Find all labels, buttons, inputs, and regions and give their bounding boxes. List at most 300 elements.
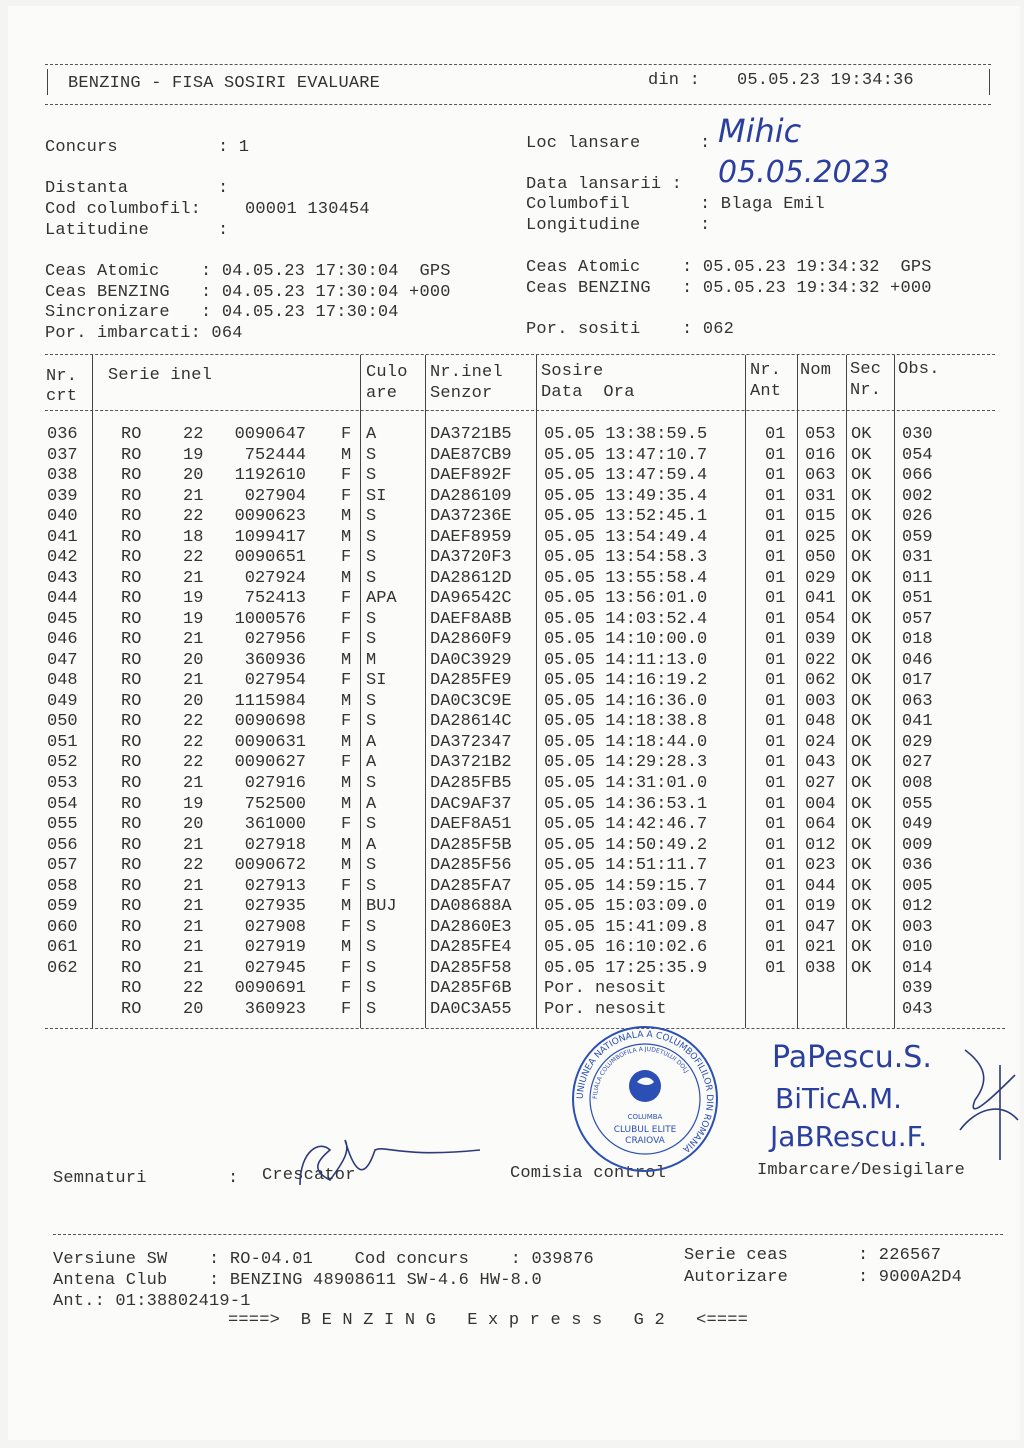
cell-sensor: DA285FB5 [430, 774, 512, 793]
ceas-benzing-start: Ceas BENZING : 04.05.23 17:30:04 +000 [45, 283, 451, 302]
table-row [0, 548, 1024, 569]
cell-year: 19 [183, 445, 204, 465]
cell-sex: F [341, 589, 352, 609]
cell-obs: 043 [902, 999, 933, 1019]
cell-nr-crt: 053 [47, 774, 78, 793]
table-row [0, 466, 1024, 487]
cell-color: S [366, 876, 377, 896]
cell-year: 20 [183, 815, 204, 835]
cell-nom: 029 [805, 568, 836, 588]
cell-antenna: 01 [765, 958, 786, 978]
cell-year: 22 [183, 507, 204, 527]
cell-ring-number: 1099417 [234, 527, 306, 547]
cell-year: 21 [183, 630, 204, 650]
cell-arrival: 05.05 15:41:09.8 [544, 917, 708, 937]
cell-nr-crt: 050 [47, 712, 78, 732]
cell-sec: OK [851, 835, 872, 855]
header-culoare: Culo [366, 363, 408, 382]
footer-versiune: Versiune SW : RO-04.01 Cod concurs : 039876 [53, 1250, 594, 1269]
cell-obs: 054 [902, 445, 933, 465]
cell-nr-crt: 042 [47, 548, 78, 568]
table-header-rule [45, 410, 995, 411]
table-row [0, 774, 1024, 795]
cell-antenna: 01 [765, 486, 786, 506]
cell-sensor: DA285F58 [430, 958, 512, 978]
table-row [0, 651, 1024, 672]
cell-country: RO [121, 548, 142, 568]
cell-obs: 014 [902, 958, 933, 978]
cell-ring-number: 360923 [244, 999, 306, 1019]
cell-arrival: 05.05 13:47:59.4 [544, 466, 708, 486]
cell-sensor: DA0C3C9E [430, 691, 512, 711]
cell-year: 21 [183, 671, 204, 691]
cell-country: RO [121, 589, 142, 609]
cell-country: RO [121, 732, 142, 752]
footer-express: ====> B E N Z I N G E x p r e s s G 2 <==== [228, 1311, 749, 1330]
cell-sec: OK [851, 650, 872, 670]
signature-name-2: BiTicA.M. [775, 1082, 903, 1115]
cell-sex: F [341, 917, 352, 937]
cell-sensor: DA08688A [430, 897, 512, 917]
cell-ring-number: 361000 [244, 815, 306, 835]
footer-ant: Ant.: 01:38802419-1 [53, 1292, 251, 1311]
cell-sec: OK [851, 507, 872, 527]
table-row [0, 487, 1024, 508]
columbofil-label: Columbofil [526, 195, 631, 214]
cell-arrival: 05.05 13:47:10.7 [544, 445, 708, 465]
cell-nom: 027 [805, 774, 836, 793]
table-row [0, 836, 1024, 857]
cell-nom: 024 [805, 732, 836, 752]
cell-year: 21 [183, 917, 204, 937]
table-row [0, 569, 1024, 590]
cell-sec: OK [851, 876, 872, 896]
cell-sex: F [341, 466, 352, 486]
cell-year: 19 [183, 589, 204, 609]
cell-nr-crt: 059 [47, 897, 78, 917]
cell-country: RO [121, 897, 142, 917]
cell-country: RO [121, 753, 142, 773]
latitudine-value: : [218, 221, 229, 240]
cell-sec: OK [851, 794, 872, 814]
cell-ring-number: 027924 [244, 568, 306, 588]
cell-nr-crt: 062 [47, 958, 78, 978]
cell-color: S [366, 958, 377, 978]
footer-antena: Antena Club : BENZING 48908611 SW-4.6 HW-8.0 [53, 1271, 542, 1290]
club-stamp [570, 1024, 720, 1174]
cell-obs: 011 [902, 568, 933, 588]
header-obs: Obs. [898, 360, 940, 379]
cell-sensor: DA285F56 [430, 856, 512, 876]
header-left-edge [47, 69, 48, 95]
cell-color: A [366, 794, 377, 814]
cell-nr-crt: 045 [47, 609, 78, 629]
cell-year: 20 [183, 466, 204, 486]
table-row [0, 610, 1024, 631]
cell-arrival: 05.05 14:18:44.0 [544, 732, 708, 752]
cell-country: RO [121, 917, 142, 937]
stamp-center-text: COLUMBA [627, 1113, 663, 1121]
cell-ring-number: 752500 [244, 794, 306, 814]
cell-antenna: 01 [765, 630, 786, 650]
ceas-benzing-end: Ceas BENZING : 05.05.23 19:34:32 +000 [526, 279, 932, 298]
cell-country: RO [121, 425, 142, 444]
table-row [0, 589, 1024, 610]
stamp-inner-ring-text: FILIALA COLUMBOFILA A JUDETULUI DOLJ [591, 1045, 690, 1100]
cell-obs: 026 [902, 507, 933, 527]
cod-columbofil-value: 00001 130454 [245, 200, 370, 219]
header-nom: Nom [800, 361, 832, 380]
table-row [0, 877, 1024, 898]
cell-ring-number: 027919 [244, 938, 306, 958]
cell-arrival: 05.05 16:10:02.6 [544, 938, 708, 958]
cell-arrival: Por. nesosit [544, 999, 667, 1019]
cell-arrival: 05.05 14:18:38.8 [544, 712, 708, 732]
table-row [0, 630, 1024, 651]
cell-nom: 048 [805, 712, 836, 732]
cell-arrival: 05.05 13:54:58.3 [544, 548, 708, 568]
cell-color: A [366, 425, 377, 444]
cell-obs: 017 [902, 671, 933, 691]
cell-antenna: 01 [765, 876, 786, 896]
table-top-rule [45, 354, 995, 355]
cell-nom: 041 [805, 589, 836, 609]
sincronizare: Sincronizare : 04.05.23 17:30:04 [45, 303, 399, 322]
cell-year: 21 [183, 568, 204, 588]
cell-ring-number: 0090631 [234, 732, 306, 752]
loc-lansare-colon: : [700, 134, 711, 153]
cell-year: 21 [183, 958, 204, 978]
signature-name-3: JaBRescu.F. [770, 1120, 928, 1153]
cell-obs: 059 [902, 527, 933, 547]
cell-obs: 003 [902, 917, 933, 937]
cell-sensor: DAEF8959 [430, 527, 512, 547]
longitudine-value: : [700, 216, 711, 235]
cod-columbofil-label: Cod columbofil: [45, 200, 202, 219]
cell-year: 19 [183, 794, 204, 814]
cell-ring-number: 752413 [244, 589, 306, 609]
cell-ring-number: 027904 [244, 486, 306, 506]
cell-color: S [366, 712, 377, 732]
cell-obs: 066 [902, 466, 933, 486]
cell-country: RO [121, 876, 142, 896]
cell-nom: 015 [805, 507, 836, 527]
cell-year: 20 [183, 691, 204, 711]
table-row [0, 446, 1024, 467]
cell-color: M [366, 650, 377, 670]
cell-sex: F [341, 609, 352, 629]
cell-country: RO [121, 650, 142, 670]
stamp-club-line-1: CLUBUL ELITE [613, 1125, 677, 1135]
cell-ring-number: 027916 [244, 774, 306, 793]
distanta-value: : [218, 179, 229, 198]
cell-sec: OK [851, 445, 872, 465]
data-lansarii-label: Data lansarii : [526, 175, 683, 194]
footer-autorizare-value: : 9000A2D4 [858, 1268, 963, 1287]
cell-obs: 012 [902, 897, 933, 917]
cell-year: 21 [183, 486, 204, 506]
signature-name-1: PaPescu.S. [772, 1040, 932, 1075]
table-row [0, 897, 1024, 918]
cell-obs: 009 [902, 835, 933, 855]
cell-nr-crt: 054 [47, 794, 78, 814]
ceas-atomic-start: Ceas Atomic : 04.05.23 17:30:04 GPS [45, 262, 451, 281]
cell-country: RO [121, 938, 142, 958]
cell-obs: 008 [902, 774, 933, 793]
cell-sensor: DA3721B2 [430, 753, 512, 773]
cell-obs: 036 [902, 856, 933, 876]
cell-year: 22 [183, 712, 204, 732]
cell-year: 22 [183, 979, 204, 999]
cell-arrival: 05.05 14:16:36.0 [544, 691, 708, 711]
cell-nom: 054 [805, 609, 836, 629]
semnaturi-colon: : [228, 1169, 239, 1188]
cell-obs: 031 [902, 548, 933, 568]
footer-autorizare-label: Autorizare [684, 1268, 789, 1287]
date-value: 05.05.23 19:34:36 [737, 71, 914, 90]
header-bottom-rule [45, 104, 991, 105]
cell-sensor: DAEF8A8B [430, 609, 512, 629]
cell-country: RO [121, 774, 142, 793]
cell-sec: OK [851, 466, 872, 486]
ceas-atomic-end: Ceas Atomic : 05.05.23 19:34:32 GPS [526, 258, 932, 277]
cell-antenna: 01 [765, 774, 786, 793]
cell-nom: 064 [805, 815, 836, 835]
cell-sec: OK [851, 548, 872, 568]
cell-sec: OK [851, 774, 872, 793]
cell-sex: F [341, 548, 352, 568]
cell-year: 20 [183, 650, 204, 670]
cell-sec: OK [851, 732, 872, 752]
cell-nr-crt: 047 [47, 650, 78, 670]
semnaturi-label: Semnaturi [53, 1169, 147, 1188]
footer-rule [53, 1234, 1003, 1235]
cell-sex: M [341, 691, 352, 711]
cell-sex: M [341, 897, 352, 917]
table-row [0, 671, 1024, 692]
cell-nom: 022 [805, 650, 836, 670]
cell-sex: F [341, 486, 352, 506]
cell-sensor: DA2860F9 [430, 630, 512, 650]
cell-antenna: 01 [765, 568, 786, 588]
cell-arrival: Por. nesosit [544, 979, 667, 999]
cell-sensor: DA372347 [430, 732, 512, 752]
cell-ring-number: 0090627 [234, 753, 306, 773]
cell-country: RO [121, 999, 142, 1019]
table-row [0, 918, 1024, 939]
cell-ring-number: 1000576 [234, 609, 306, 629]
header-nr-crt: Nr. [46, 367, 78, 386]
cell-country: RO [121, 466, 142, 486]
cell-arrival: 05.05 14:42:46.7 [544, 815, 708, 835]
cell-color: S [366, 609, 377, 629]
table-row [0, 753, 1024, 774]
cell-country: RO [121, 445, 142, 465]
table-row [0, 856, 1024, 877]
cell-sensor: DA285F6B [430, 979, 512, 999]
cell-antenna: 01 [765, 589, 786, 609]
cell-nr-crt: 052 [47, 753, 78, 773]
table-row [0, 815, 1024, 836]
cell-country: RO [121, 958, 142, 978]
cell-arrival: 05.05 15:03:09.0 [544, 897, 708, 917]
cell-sex: F [341, 712, 352, 732]
cell-nr-crt: 040 [47, 507, 78, 527]
cell-sec: OK [851, 856, 872, 876]
cell-color: S [366, 507, 377, 527]
cell-color: S [366, 630, 377, 650]
cell-arrival: 05.05 13:38:59.5 [544, 425, 708, 444]
cell-arrival: 05.05 14:50:49.2 [544, 835, 708, 855]
footer-serie-ceas-label: Serie ceas [684, 1246, 789, 1265]
cell-nr-crt: 037 [47, 445, 78, 465]
cell-color: A [366, 753, 377, 773]
cell-obs: 010 [902, 938, 933, 958]
por-sositi: Por. sositi : 062 [526, 320, 735, 339]
cell-nr-crt: 055 [47, 815, 78, 835]
cell-arrival: 05.05 13:49:35.4 [544, 486, 708, 506]
header-top-rule [45, 64, 991, 65]
cell-arrival: 05.05 14:11:13.0 [544, 650, 708, 670]
por-imbarcati: Por. imbarcati: 064 [45, 324, 243, 343]
cell-nr-crt: 058 [47, 876, 78, 896]
cell-nom: 039 [805, 630, 836, 650]
header-nr-crt-2: crt [46, 387, 78, 406]
cell-nr-crt: 060 [47, 917, 78, 937]
table-row [0, 425, 1024, 446]
cell-arrival: 05.05 13:56:01.0 [544, 589, 708, 609]
cell-obs: 063 [902, 691, 933, 711]
cell-nr-crt: 043 [47, 568, 78, 588]
cell-antenna: 01 [765, 897, 786, 917]
cell-nr-crt: 039 [47, 486, 78, 506]
cell-antenna: 01 [765, 917, 786, 937]
cell-obs: 018 [902, 630, 933, 650]
cell-sex: M [341, 507, 352, 527]
cell-antenna: 01 [765, 938, 786, 958]
cell-arrival: 05.05 13:55:58.4 [544, 568, 708, 588]
cell-sensor: DA286109 [430, 486, 512, 506]
loc-lansare-handwritten: Mihic [718, 112, 802, 150]
cell-sex: M [341, 445, 352, 465]
header-nr-inel: Nr.inel [430, 363, 503, 382]
header-sec: Sec [850, 360, 882, 379]
cell-sensor: DAC9AF37 [430, 794, 512, 814]
cell-sex: M [341, 568, 352, 588]
cell-color: BUJ [366, 897, 397, 917]
cell-sensor: DA285FE9 [430, 671, 512, 691]
cell-ring-number: 0090672 [234, 856, 306, 876]
cell-sec: OK [851, 938, 872, 958]
cell-sex: M [341, 856, 352, 876]
cell-obs: 055 [902, 794, 933, 814]
cell-color: S [366, 691, 377, 711]
header-culoare-2: are [366, 384, 398, 403]
cell-antenna: 01 [765, 856, 786, 876]
cell-ring-number: 1115984 [234, 691, 306, 711]
cell-year: 22 [183, 425, 204, 444]
cell-nom: 050 [805, 548, 836, 568]
cell-year: 22 [183, 753, 204, 773]
cell-nom: 047 [805, 917, 836, 937]
cell-antenna: 01 [765, 691, 786, 711]
columbofil-value: : Blaga Emil [700, 195, 825, 214]
cell-ring-number: 0090647 [234, 425, 306, 444]
header-nr-ant: Nr. [750, 361, 782, 380]
cell-sex: M [341, 835, 352, 855]
cell-sec: OK [851, 609, 872, 629]
cell-sex: M [341, 650, 352, 670]
cell-nom: 053 [805, 425, 836, 444]
cell-color: S [366, 999, 377, 1019]
cell-nom: 025 [805, 527, 836, 547]
cell-arrival: 05.05 14:16:19.2 [544, 671, 708, 691]
cell-antenna: 01 [765, 815, 786, 835]
cell-obs: 049 [902, 815, 933, 835]
cell-nom: 003 [805, 691, 836, 711]
cell-year: 20 [183, 999, 204, 1019]
cell-nr-crt: 048 [47, 671, 78, 691]
cell-color: APA [366, 589, 397, 609]
cell-arrival: 05.05 14:29:28.3 [544, 753, 708, 773]
header-ant: Ant [750, 382, 782, 401]
cell-country: RO [121, 486, 142, 506]
cell-sex: F [341, 999, 352, 1019]
cell-arrival: 05.05 13:52:45.1 [544, 507, 708, 527]
table-row [0, 692, 1024, 713]
table-row [0, 959, 1024, 980]
header-sec-nr: Nr. [850, 381, 882, 400]
cell-sec: OK [851, 630, 872, 650]
cell-sec: OK [851, 815, 872, 835]
cell-arrival: 05.05 14:51:11.7 [544, 856, 708, 876]
table-row [0, 1000, 1024, 1021]
cell-color: S [366, 815, 377, 835]
cell-country: RO [121, 856, 142, 876]
cell-sec: OK [851, 527, 872, 547]
cell-nr-crt: 041 [47, 527, 78, 547]
cell-sex: F [341, 753, 352, 773]
cell-obs: 046 [902, 650, 933, 670]
stamp-club-line-2: CRAIOVA [625, 1136, 665, 1146]
cell-nom: 038 [805, 958, 836, 978]
cell-nom: 063 [805, 466, 836, 486]
cell-sensor: DA96542C [430, 589, 512, 609]
cell-sex: F [341, 815, 352, 835]
cell-color: S [366, 568, 377, 588]
loc-lansare-label: Loc lansare [526, 134, 641, 153]
cell-sensor: DA3721B5 [430, 425, 512, 444]
cell-year: 21 [183, 938, 204, 958]
cell-ring-number: 027956 [244, 630, 306, 650]
table-row [0, 979, 1024, 1000]
cell-sex: F [341, 425, 352, 444]
imbarcare-label: Imbarcare/Desigilare [757, 1161, 966, 1180]
cell-sex: M [341, 732, 352, 752]
cell-year: 22 [183, 856, 204, 876]
cell-ring-number: 027954 [244, 671, 306, 691]
cell-antenna: 01 [765, 548, 786, 568]
cell-nr-crt: 049 [47, 691, 78, 711]
cell-sec: OK [851, 917, 872, 937]
cell-obs: 029 [902, 732, 933, 752]
cell-nr-crt: 046 [47, 630, 78, 650]
cell-sec: OK [851, 671, 872, 691]
page-title: BENZING - FISA SOSIRI EVALUARE [68, 74, 381, 93]
cell-sec: OK [851, 958, 872, 978]
cell-color: S [366, 979, 377, 999]
cell-color: A [366, 732, 377, 752]
